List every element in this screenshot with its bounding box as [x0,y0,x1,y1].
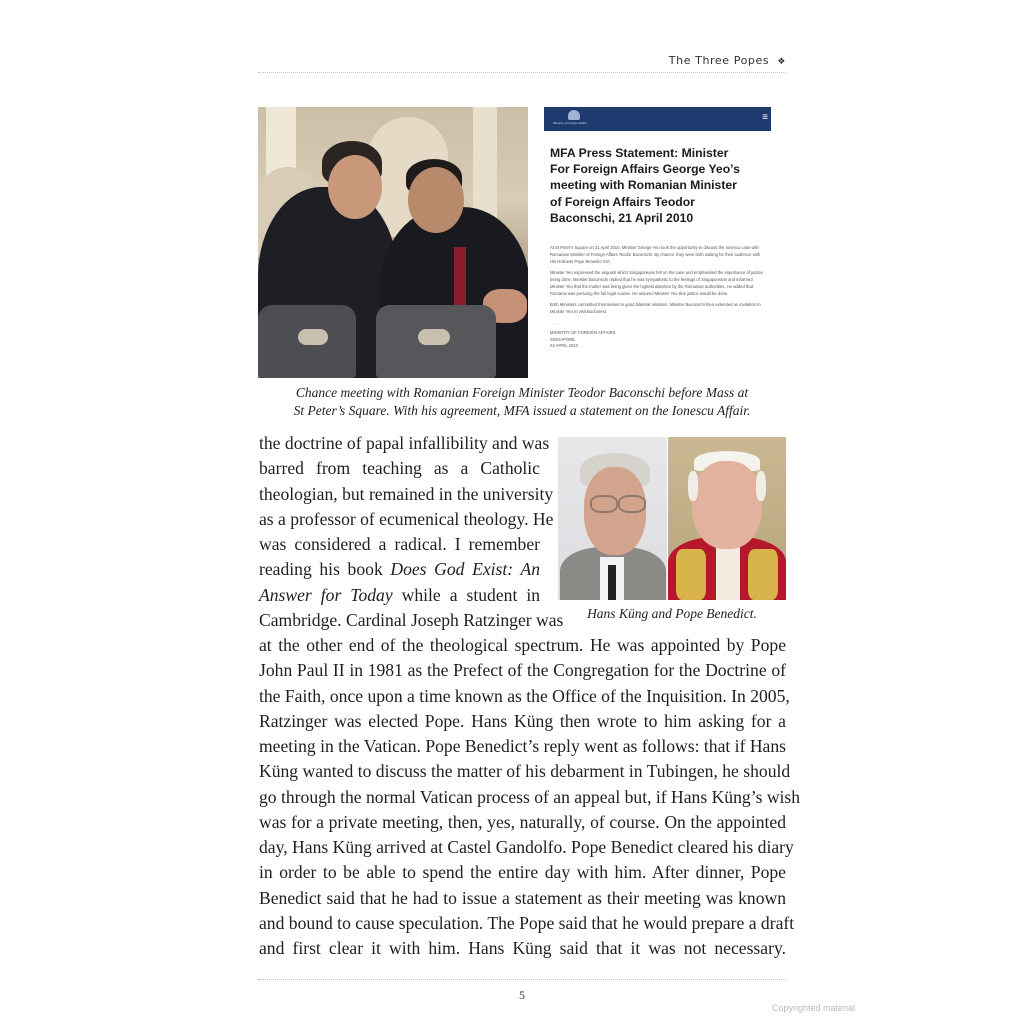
hamburger-menu-icon[interactable]: ≡ [762,112,768,123]
body-text-wide [259,633,801,961]
book-title: Does God Exist: An [390,559,540,580]
text-line: Küng wanted to discuss the matter of his debarment in Tubingen, he should [259,761,791,782]
press-paragraph: At St Peter’s Square on 21 April 2010, Minister George Yeo took the opportunity to discuss the Ionescu case with Romanian Minister of Foreign Affairs Teodor Baconschi. By chance, they were both waiting for their audience with His Holiness Pope Benedict XVI. [550,245,761,265]
footer-rule [258,979,786,980]
text-line: and first clear it with him. Hans Küng said that it was not necessary. [259,938,786,958]
signature-line: 22 APRIL 2010 [550,343,579,349]
caption-line: St Peter’s Square. With his agreement, MFA issued a statement on the Ionescu Affair. [293,403,751,418]
text-line: meeting in the Vatican. Pope Benedict’s reply went as follows: that if Hans [259,736,786,756]
right-caption: Hans Küng and Pope Benedict. [587,606,757,621]
text-line: the Faith, once upon a time known as the Office of the Inquisition. In 2005, [259,685,790,706]
press-statement-title: MFA Press Statement: Minister For Foreign Affairs George Yeo’s meeting with Romanian Minister of Foreign Affairs Teodor Baconschi, 21 April 2010 [550,146,740,225]
text-segment: while a student in [392,584,540,605]
running-head [258,54,786,74]
header-rule [258,72,786,73]
text-line: day, Hans Küng arrived at Castel Gandolfo. Pope Benedict cleared his diary [259,837,794,857]
caption-line: Chance meeting with Romanian Foreign Minister Teodor Baconschi before Mass at [295,385,749,400]
meeting-photo [258,107,528,378]
text-line: as a professor of ecumenical theology. He [259,508,554,529]
press-paragraph: Minister Yeo expressed the anguish which Singaporeans felt on the case and emphasised the importance of justice being done. Minister Baconschi replied that he was sympathetic to the feelings of Singaporeans and informed Minister Yeo that the matter was being given the highest attention by the Romanian authorities. He added that Romania was pursuing the full legal course. He assured Minister Yeo that justice would be done. [550,270,763,297]
text-line: John Paul II in 1981 as the Prefect of the Congregation for the Doctrine of [259,660,786,681]
body-text-narrow [259,431,564,633]
mfa-agency-name: Ministry of Foreign Affairs [553,121,587,125]
top-caption [258,384,786,420]
kung-benedict-photo [558,437,786,600]
text-line: was for a private meeting, then, yes, naturally, of course. On the appointed [259,811,786,832]
press-paragraph: Both Ministers committed themselves to good bilateral relations. Minister Baconschi then extended an invitation to Minister Yeo to visit Bucharest. [550,302,761,315]
text-line [259,583,540,608]
press-statement [544,107,771,378]
text-line: Benedict said that he had to issue a statement as their meeting was known [259,887,786,908]
text-line: at the other end of the theological spectrum. He was appointed by Pope [259,635,786,655]
text-line: the doctrine of papal infallibility and was [259,433,550,453]
copyright-watermark: Copyrighted material [772,1003,856,1013]
running-title: The Three Popes [668,54,770,67]
book-title: Answer for Today [259,584,393,605]
page-number: 5 [519,988,525,1002]
text-line: Cambridge. Cardinal Joseph Ratzinger was [259,609,564,630]
mfa-header-bar [544,107,771,131]
pope-benedict-portrait [668,437,786,600]
ornament-icon: ❖ [777,57,786,67]
text-line: and bound to cause speculation. The Pope said that he would prepare a draft [259,912,795,933]
text-line: barred from teaching as a Catholic [259,458,540,479]
text-line [259,557,540,582]
text-line: theologian, but remained in the university [259,483,554,504]
press-signature [550,330,771,350]
press-separator: . . . . . [550,321,561,327]
signature-line: SINGAPORE [550,336,575,342]
hans-kung-portrait [558,437,667,600]
mfa-logo-icon [568,110,580,120]
text-line: in order to be able to spend the entire day with him. After dinner, Pope [259,862,786,883]
text-line: Ratzinger was elected Pope. Hans Küng then wrote to him asking for a [259,710,786,731]
text-line: was considered a radical. I remember [259,534,540,554]
text-line: go through the normal Vatican process of an appeal but, if Hans Küng’s wish [259,786,801,807]
text-segment: reading his book [259,559,391,580]
signature-line: MINISTRY OF FOREIGN AFFAIRS [550,330,616,336]
